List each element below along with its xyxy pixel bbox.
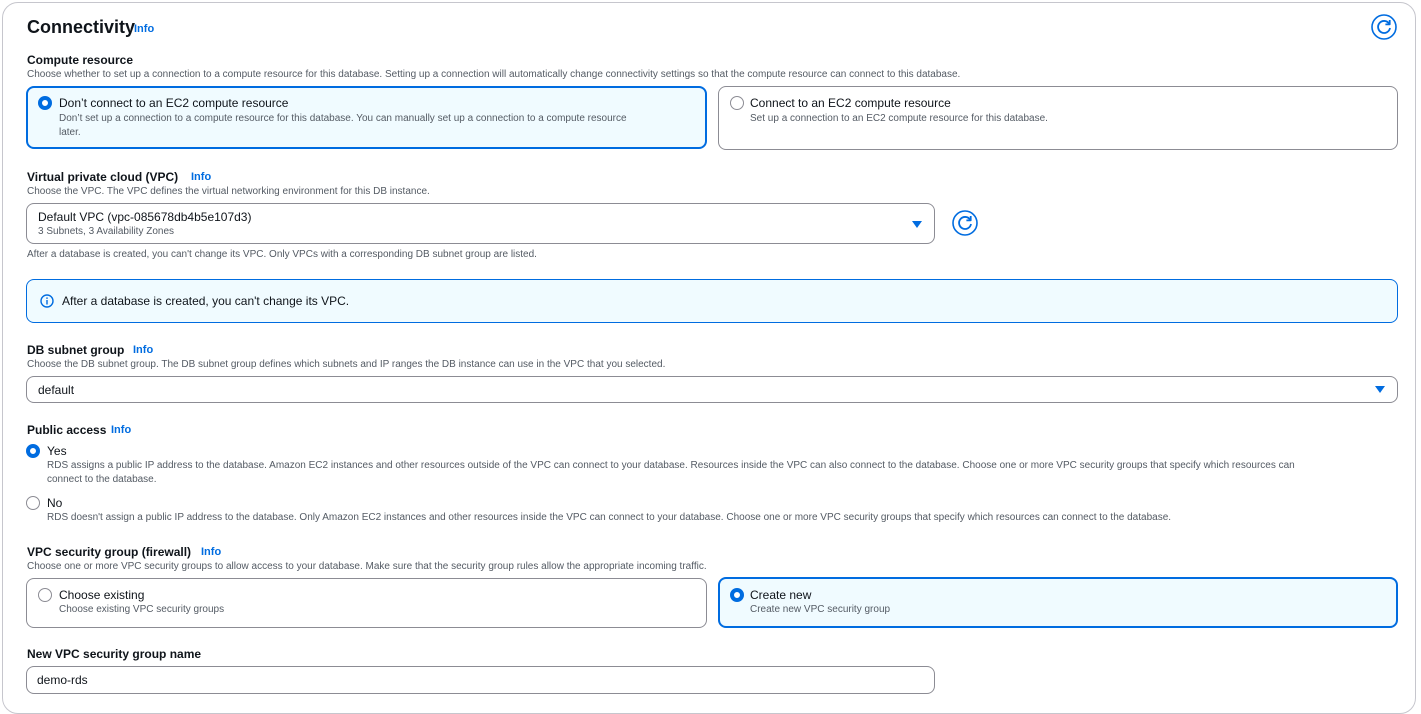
vpc-description: Choose the VPC. The VPC defines the virtual networking environment for this DB instance. [27,186,430,197]
vpc-selected-value: Default VPC (vpc-085678db4b5e107d3) [38,210,252,224]
vpc-info-link[interactable]: Info [191,171,212,183]
info-circle-icon [40,294,54,308]
refresh-icon[interactable] [1371,14,1397,40]
public-access-no-label[interactable]: No [47,496,63,510]
security-group-info-link[interactable]: Info [201,546,222,558]
public-access-yes-label[interactable]: Yes [47,444,67,458]
subnet-select[interactable] [26,376,1398,403]
section-info-link[interactable]: Info [134,23,155,35]
subnet-selected-value: default [38,383,75,397]
subnet-description: Choose the DB subnet group. The DB subnet group defines which subnets and IP ranges the DB instance can use in the VPC that you selected. [27,359,666,370]
caret-down-icon [1375,386,1385,393]
tile-title: Choose existing [59,588,145,602]
vpc-constraint-text: After a database is created, you can't change its VPC. Only VPCs with a corresponding DB subnet group are listed. [27,249,537,260]
radio-selected[interactable] [38,96,52,110]
compute-resource-label: Compute resource [27,53,134,67]
security-group-label: VPC security group (firewall) [27,545,192,559]
public-access-info-link[interactable]: Info [111,424,132,436]
subnet-info-link[interactable]: Info [133,344,154,356]
security-group-description: Choose one or more VPC security groups to allow access to your database. Make sure that the security group rules allow the appropriate incoming traffic. [27,561,707,572]
tile-title: Create new [750,588,812,602]
tile-choose-existing-sg[interactable] [26,578,707,628]
tile-no-ec2-connection[interactable] [26,86,707,149]
public-access-no-radio[interactable] [26,496,40,510]
tile-description: Create new VPC security group [750,604,891,615]
vpc-info-alert [26,279,1398,323]
public-access-yes-description-cont: connect to the database. [47,474,157,485]
alert-text: After a database is created, you can't change its VPC. [62,294,350,308]
tile-title: Don’t connect to an EC2 compute resource [59,96,289,110]
radio-unselected[interactable] [730,96,744,110]
tile-description: Don’t set up a connection to a compute resource for this database. You can manually set up a connection to a compute resource [59,113,627,124]
caret-down-icon [912,221,922,228]
tile-description: Set up a connection to an EC2 compute resource for this database. [750,113,1048,124]
public-access-yes-radio[interactable] [26,444,40,458]
tile-description-cont: later. [59,127,81,138]
compute-resource-description: Choose whether to set up a connection to a compute resource for this database. Setting up a connection will automatically change connectivity settings so that the compute resource can connect to this database. [27,69,961,80]
vpc-refresh-icon[interactable] [952,210,978,236]
tile-create-new-sg[interactable] [718,577,1398,628]
tile-title: Connect to an EC2 compute resource [750,96,951,110]
new-sg-name-label: New VPC security group name [27,647,202,661]
radio-unselected[interactable] [38,588,52,602]
vpc-label: Virtual private cloud (VPC) [27,170,179,184]
tile-description: Choose existing VPC security groups [59,604,225,615]
public-access-yes-description: RDS assigns a public IP address to the database. Amazon EC2 instances and other resources outside of the VPC can connect to your database. Resources inside the VPC can also connect to the database. Choose one or more VPC security groups that specify which resources can [47,460,1295,471]
new-sg-name-input[interactable] [26,666,935,694]
section-title: Connectivity [27,17,136,37]
subnet-label: DB subnet group [27,343,125,357]
radio-selected[interactable] [730,588,744,602]
vpc-selected-sub: 3 Subnets, 3 Availability Zones [38,226,175,237]
public-access-label: Public access [27,423,107,437]
tile-connect-ec2[interactable] [718,86,1398,150]
public-access-no-description: RDS doesn't assign a public IP address to the database. Only Amazon EC2 instances and other resources inside the VPC can connect to your database. Choose one or more VPC security groups that specify which resources can connect to the database. [47,512,1172,523]
vpc-select[interactable] [26,203,935,244]
